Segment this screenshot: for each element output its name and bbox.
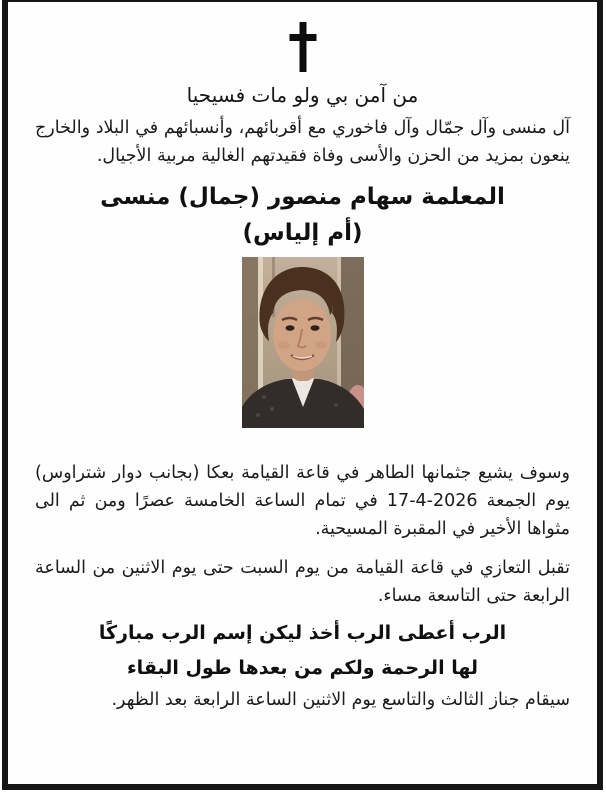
page-border-frame — [2, 0, 603, 790]
scripture-verse: من آمن بي ولو مات فسيحيا — [186, 83, 419, 107]
family-announcement-paragraph: آل منسى وآل جمّال وآل فاخوري مع أقربائهم، وأنسبائهم في البلاد والخارج ينعون بمزيد من الحزن والأسى وفاة فقيدتهم الغالية مربية الأجيال. — [35, 118, 570, 166]
funeral-details-paragraph: وسوف يشيع جثمانها الطاهر في قاعة القيامة بعكا (بجانب دوار شتراوس) يوم الجمعة 2026-4-17 في تمام الساعة الخامسة عصرًا ومن ثم الى مثواها الأخير في المقبرة المسيحية. — [35, 463, 570, 539]
memorial-service-note: سيقام جناز الثالث والتاسع يوم الاثنين الساعة الرابعة بعد الظهر. — [111, 690, 570, 710]
cross-icon — [289, 22, 316, 72]
deceased-portrait-photo — [242, 257, 364, 428]
condolences-paragraph: تقبل التعازي في قاعة القيامة من يوم السبت حتى يوم الاثنين من الساعة الرابعة حتى التاسعة مساء. — [35, 558, 570, 606]
cross-icon-container — [35, 22, 570, 74]
blessing-line-1: الرب أعطى الرب أخذ ليكن إسم الرب مباركًا — [98, 622, 507, 644]
obituary-content — [8, 2, 597, 710]
blessing-line-2: لها الرحمة ولكم من بعدها طول البقاء — [126, 657, 479, 679]
deceased-name: المعلمة سهام منصور (جمال) منسى — [100, 184, 505, 210]
deceased-kunya: (أم إلياس) — [242, 220, 363, 246]
